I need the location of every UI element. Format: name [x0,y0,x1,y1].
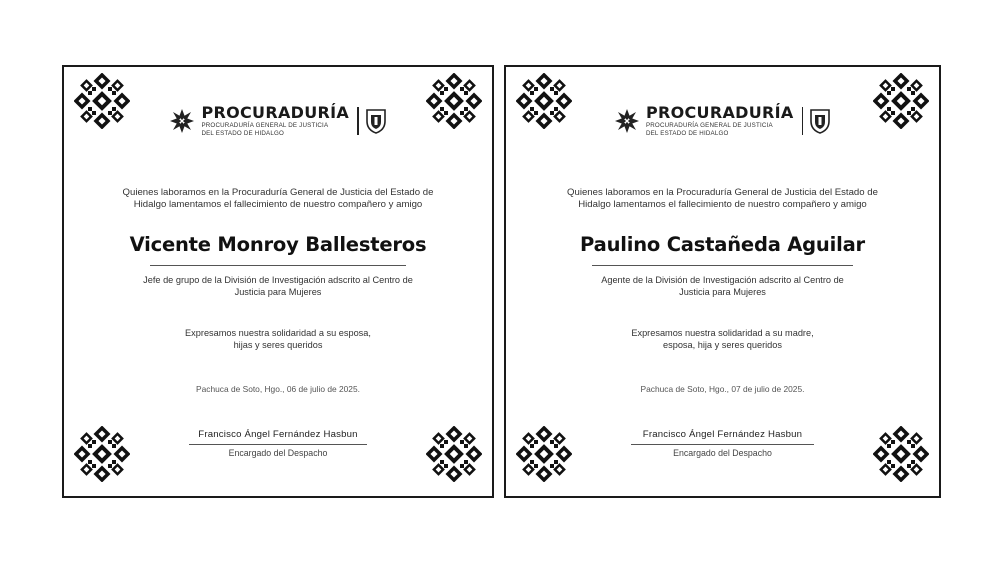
signature-divider [189,444,367,445]
solidarity-message [124,327,432,351]
deceased-role [104,274,452,298]
flower-icon [614,108,640,134]
solidarity-line: hijas y seres queridos [233,340,323,350]
intro-line: Hidalgo lamentamos el fallecimiento de nuestro compañero y amigo [133,199,423,210]
solidarity-line: Expresamos nuestra solidaridad a su esposa, [185,328,371,338]
logo-subtitle-line2: DEL ESTADO DE HIDALGO [645,130,729,138]
logo-subtitle-line1: PROCURADURÍA GENERAL DE JUSTICIA [201,122,329,129]
signer-name: Francisco Ángel Fernández Hasbun [198,429,358,440]
role-line: Justicia para Mujeres [679,287,766,297]
signer-name: Francisco Ángel Fernández Hasbun [642,429,803,440]
shield-crest-icon [809,108,831,134]
logo-title: PROCURADURÍA [645,103,794,122]
solidarity-line: Expresamos nuestra solidaridad a su madre, [631,328,814,338]
logo-subtitle-line2: DEL ESTADO DE HIDALGO [201,130,285,138]
institution-logo [506,105,939,137]
logo-subtitle-line1: PROCURADURÍA GENERAL DE JUSTICIA [645,122,773,129]
condolence-card-right [504,65,941,498]
intro-line: Hidalgo lamentamos el fallecimiento de nuestro compañero y amigo [578,199,867,210]
place-date: Pachuca de Soto, Hgo., 07 de julio de 2025. [640,384,805,394]
signature-divider [631,444,814,445]
role-line: Jefe de grupo de la División de Investigación adscrito al Centro de [143,275,413,285]
intro-text [94,187,462,211]
deceased-name: Vicente Monroy Ballesteros [129,233,427,256]
solidarity-line: esposa, hija y seres queridos [663,340,782,350]
intro-line: Quienes laboramos en la Procuraduría General de Justicia del Estado de [567,187,878,198]
intro-line: Quienes laboramos en la Procuraduría General de Justicia del Estado de [122,187,434,198]
signer-role: Encargado del Despacho [673,448,772,458]
place-date: Pachuca de Soto, Hgo., 06 de julio de 2025. [196,384,360,394]
shield-crest-icon [365,108,387,134]
condolence-card-left [62,65,494,498]
name-divider [592,265,853,266]
role-line: Justicia para Mujeres [234,287,322,297]
role-line: Agente de la División de Investigación adscrito al Centro de [601,275,844,285]
institution-logo [64,105,492,137]
logo-divider [802,107,804,135]
deceased-name: Paulino Castañeda Aguilar [580,233,865,256]
logo-divider [357,107,359,135]
deceased-role [546,274,899,298]
name-divider [150,265,406,266]
solidarity-message [566,327,879,351]
signer-role: Encargado del Despacho [228,448,328,458]
flower-icon [169,108,195,134]
logo-title: PROCURADURÍA [201,103,350,122]
intro-text [536,187,909,211]
